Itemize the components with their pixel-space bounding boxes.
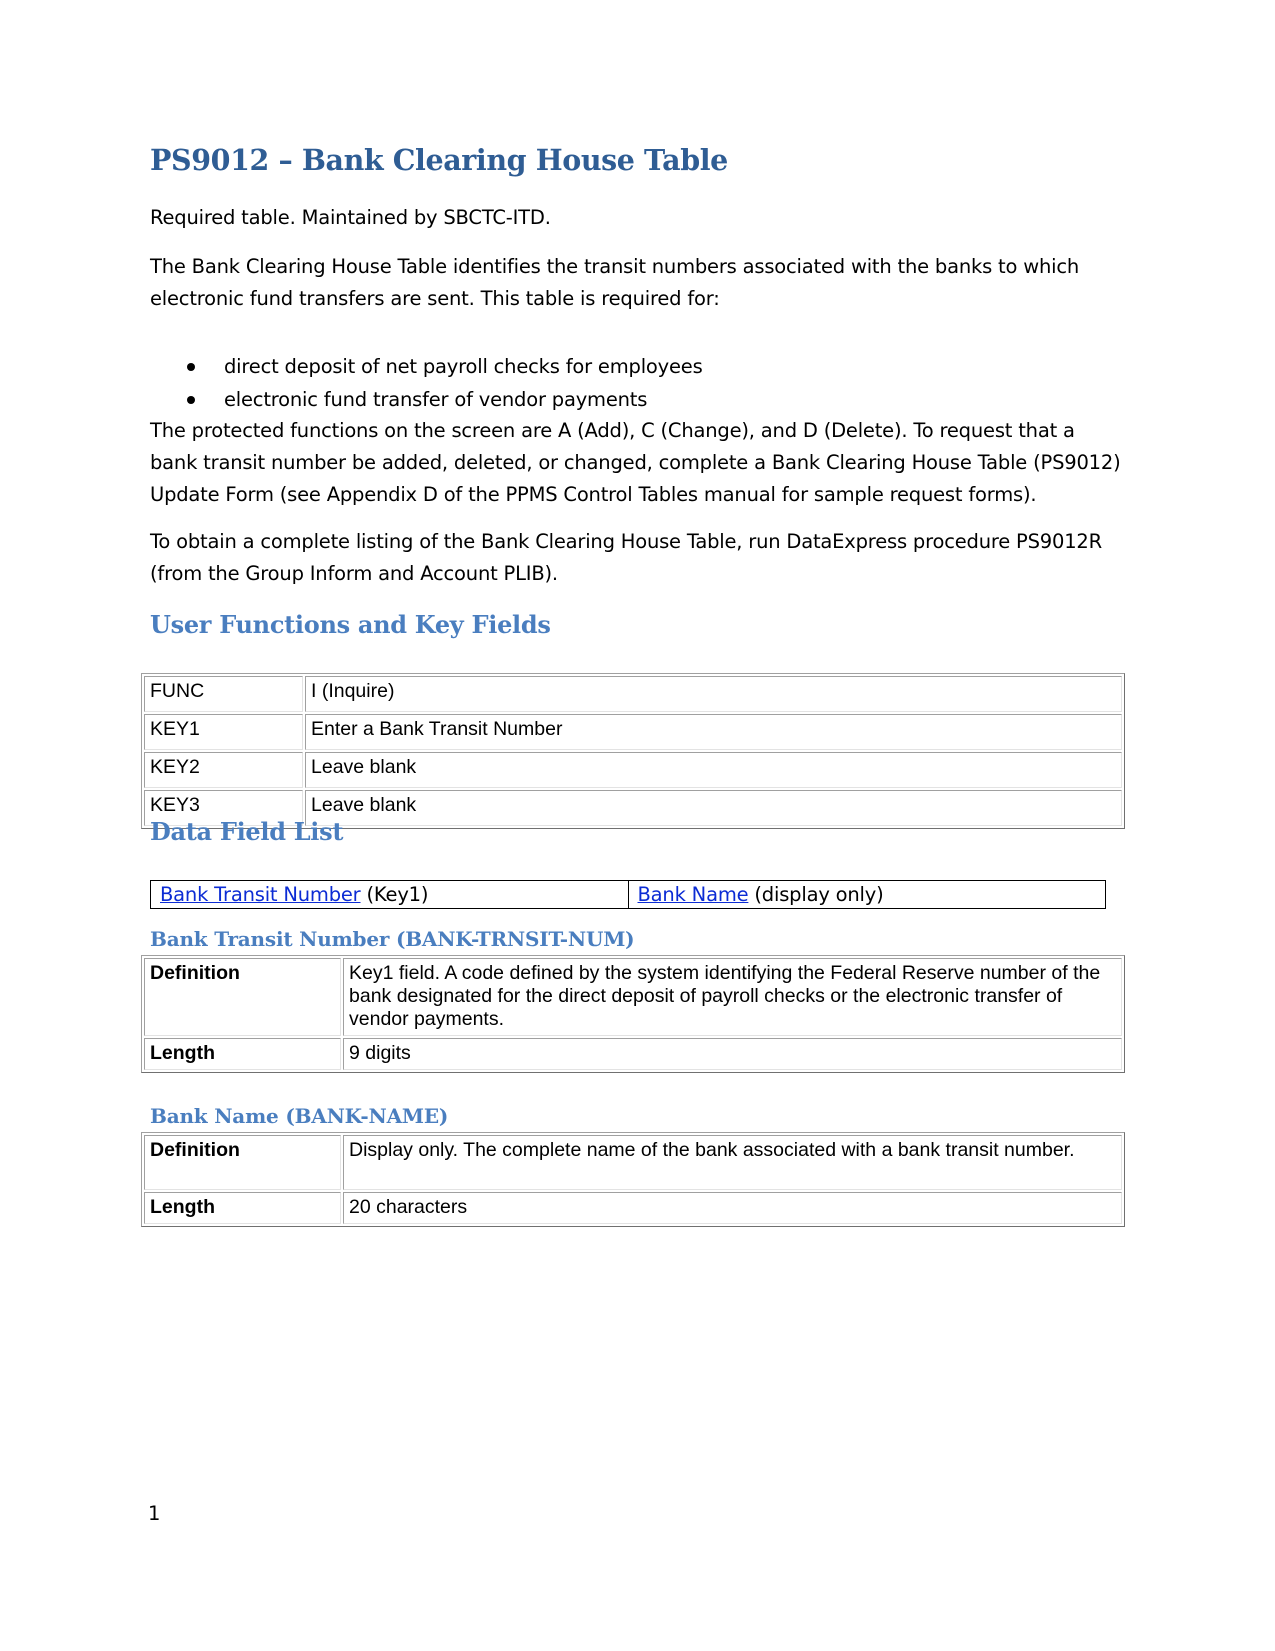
bank-name-table <box>141 1132 1125 1227</box>
user-functions-table <box>141 673 1125 829</box>
listing-paragraph: To obtain a complete listing of the Bank Clearing House Table, run DataExpress procedure PS9012R (from the Group Inform and Account PLIB). <box>150 530 1102 585</box>
list-item-text: direct deposit of net payroll checks for employees <box>224 355 703 378</box>
table-cell-key: KEY2 <box>144 752 303 788</box>
bank-name-heading: Bank Name (BANK-NAME) <box>150 1104 449 1128</box>
table-cell-value: Leave blank <box>305 790 1122 826</box>
definition-value: Display only. The complete name of the bank associated with a bank transit number. <box>343 1135 1122 1190</box>
bullet-icon <box>187 396 195 404</box>
table-cell-value: I (Inquire) <box>305 676 1122 712</box>
page-number: 1 <box>148 1502 161 1525</box>
table-row <box>144 1135 1122 1190</box>
list-item <box>150 383 703 416</box>
requirement-list <box>150 350 703 416</box>
length-label: Length <box>144 1038 341 1070</box>
definition-label: Definition <box>144 958 341 1036</box>
user-functions-heading: User Functions and Key Fields <box>150 610 551 639</box>
list-item <box>150 350 703 383</box>
bank-name-link[interactable]: Bank Name <box>637 883 749 906</box>
table-row <box>144 1038 1122 1070</box>
data-field-list-heading: Data Field List <box>150 817 344 846</box>
bank-transit-number-heading: Bank Transit Number (BANK-TRNSIT-NUM) <box>150 927 635 951</box>
definition-label: Definition <box>144 1135 341 1190</box>
list-item-text: electronic fund transfer of vendor payments <box>224 388 648 411</box>
table-row <box>144 752 1122 788</box>
data-field-item <box>628 881 1106 908</box>
table-row <box>144 958 1122 1036</box>
page-title: PS9012 – Bank Clearing House Table <box>150 143 728 177</box>
protected-functions-paragraph: The protected functions on the screen are A (Add), C (Change), and D (Delete). To request that a bank transit number be added, deleted, or changed, complete a Bank Clearing House Table (PS9012) Update Form (see Appendix D of the PPMS Control Tables manual for sample request forms). <box>150 419 1121 506</box>
description-paragraph: The Bank Clearing House Table identifies the transit numbers associated with the banks to which electronic fund transfers are sent. This table is required for: <box>150 255 1080 310</box>
table-row <box>144 676 1122 712</box>
bank-transit-number-link[interactable]: Bank Transit Number <box>160 883 361 906</box>
table-cell-value: Leave blank <box>305 752 1122 788</box>
length-value: 20 characters <box>343 1192 1122 1224</box>
length-value: 9 digits <box>343 1038 1122 1070</box>
data-field-qualifier: (display only) <box>748 883 884 906</box>
length-label: Length <box>144 1192 341 1224</box>
table-row <box>144 1192 1122 1224</box>
table-cell-value: Enter a Bank Transit Number <box>305 714 1122 750</box>
table-cell-key: FUNC <box>144 676 303 712</box>
data-field-item <box>151 881 628 908</box>
bullet-icon <box>187 363 195 371</box>
table-cell-key: KEY1 <box>144 714 303 750</box>
definition-value: Key1 field. A code defined by the system identifying the Federal Reserve number of the bank designated for the direct deposit of payroll checks or the electronic transfer of vendor payments. <box>343 958 1122 1036</box>
data-field-qualifier: (Key1) <box>360 883 429 906</box>
required-note: Required table. Maintained by SBCTC-ITD. <box>150 206 551 229</box>
bank-transit-number-table <box>141 955 1125 1073</box>
data-field-list <box>150 880 1106 909</box>
table-cell-key: KEY3 <box>144 790 303 826</box>
table-row <box>144 714 1122 750</box>
